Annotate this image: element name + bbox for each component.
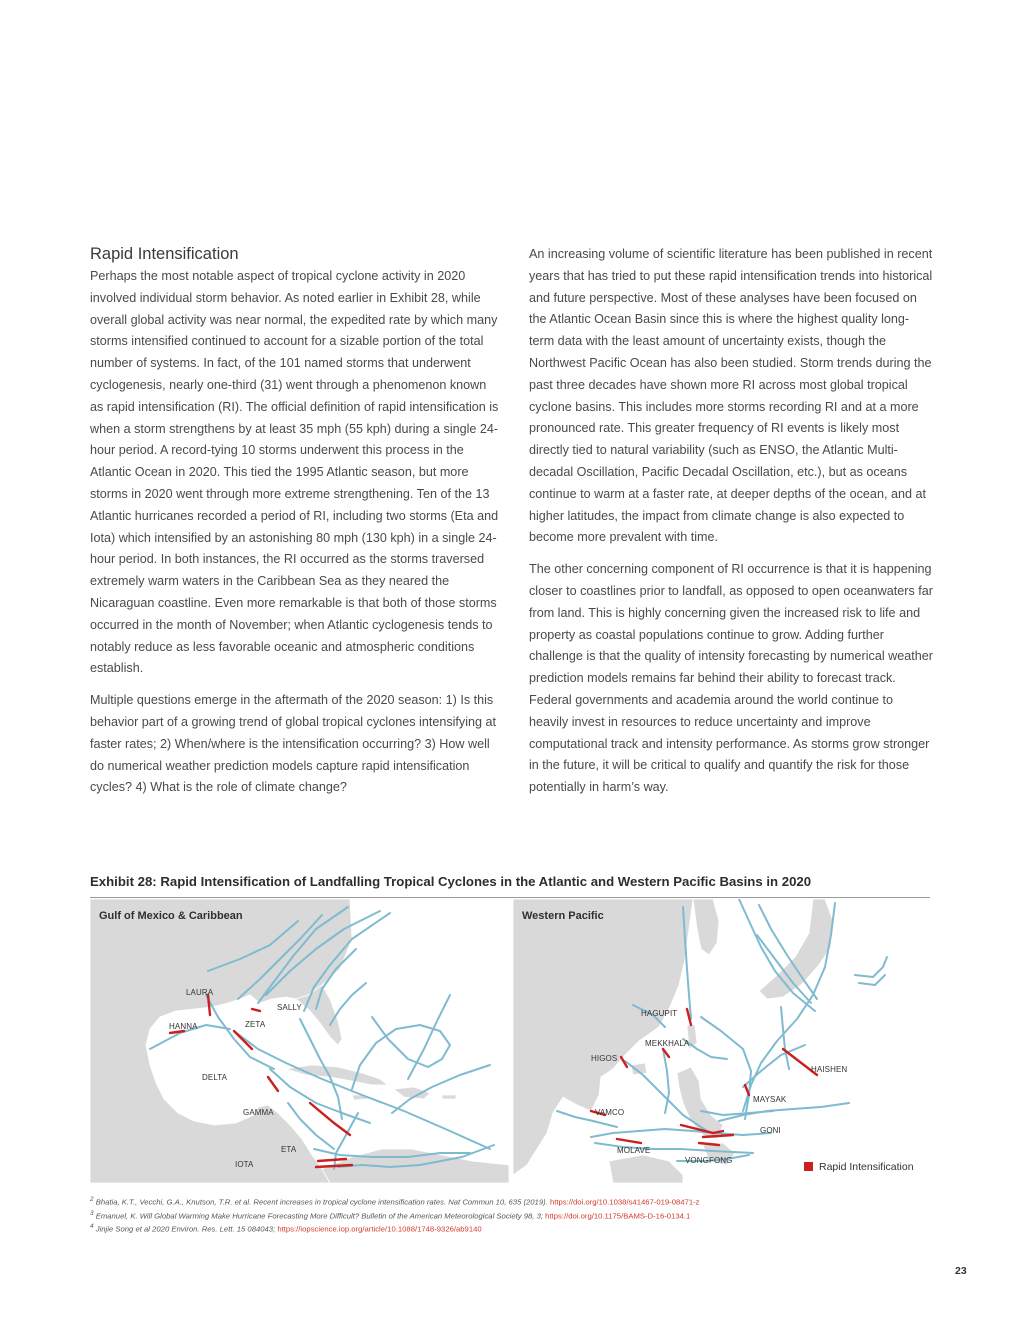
western-pacific-map	[513, 899, 930, 1183]
footnote-link[interactable]: https://iopscience.iop.org/article/10.1088/1748-9326/ab9140	[277, 1224, 482, 1234]
footnote-text: Jinjie Song et al 2020 Environ. Res. Lett. 15 084043;	[95, 1224, 278, 1234]
footnote	[90, 1221, 940, 1235]
storm-label-gamma: GAMMA	[243, 1108, 274, 1117]
japan-land	[759, 899, 833, 999]
philippines-land	[677, 1067, 723, 1139]
paragraph: Perhaps the most notable aspect of tropical cyclone activity in 2020 involved individual storm behavior. As noted earlier in Exhibit 28, while overall global activity was near normal, the expedited rate by which many storms intensified continued to account for a sizable portion of the total number of systems. In fact, of the 101 named storms that underwent cyclogenesis, nearly one-third (31) went through a phenomenon known as rapid intensification (RI). The official definition of rapid intensification is when a storm strengthens by at least 35 mph (55 kph) during a single 24-hour period. A record-tying 10 storms underwent this process in the Atlantic Ocean in 2020. This tied the 1995 Atlantic season, but more storms in 2020 went through more extreme strengthening. Ten of the 13 Atlantic hurricanes recorded a period of RI, including two storms (Eta and Iota) which intensified by an astonishing 80 mph (130 kph) in a single 24-hour period. In both instances, the RI occurred as the storms traversed extremely warm waters in the Caribbean Sea as they neared the Nicaraguan coastline. Even more remarkable is that both of those storms occurred in the month of November; when Atlantic cyclogenesis tends to notably reduce as less favorable oceanic and atmospheric conditions establish.	[90, 269, 499, 676]
footnotes	[90, 1194, 940, 1235]
puerto-rico-land	[442, 1095, 456, 1099]
right-map-title: Western Pacific	[522, 910, 604, 922]
storm-label-hanna: HANNA	[169, 1022, 198, 1031]
left-map-title: Gulf of Mexico & Caribbean	[99, 910, 243, 922]
storm-label-laura: LAURA	[186, 988, 214, 997]
storm-label-goni: GONI	[760, 1126, 781, 1135]
map-legend	[804, 1161, 914, 1173]
footnote-link[interactable]: https://doi.org/10.1175/BAMS-D-16-0134.1	[545, 1211, 691, 1221]
storm-label-higos: HIGOS	[591, 1054, 618, 1063]
footnote-text: Bhatia, K.T., Vecchi, G.A., Knutson, T.R. et al. Recent increases in tropical cyclone intensification rates. Nat Commun 10, 635 (2019).	[95, 1197, 550, 1207]
storm-label-hagupit: HAGUPIT	[641, 1009, 678, 1018]
exhibit-divider	[90, 897, 930, 898]
legend-label: Rapid Intensification	[819, 1161, 914, 1173]
storm-label-mekkhala: MEKKHALA	[645, 1039, 690, 1048]
asia-mainland	[513, 899, 693, 1175]
storm-label-delta: DELTA	[202, 1073, 228, 1082]
paragraph: The other concerning component of RI occurrence is that it is happening closer to coastlines prior to landfall, as opposed to open oceanwaters far from land. This is highly concerning given the increased risk to life and property as coastal populations continue to grow. Adding further challenge is that the quality of intensity forecasting by numerical weather prediction models remains far behind their ability to forecast track. Federal governments and academia around the world continue to heavily invest in resources to reduce uncertainty and improve computational track and intensity performance. As storms grow stronger in the future, it will be critical to qualify and quantify the risk for those potentially in harm’s way.	[529, 562, 933, 795]
gulf-caribbean-map	[90, 899, 509, 1183]
footnote-number: 2	[90, 1196, 94, 1203]
hainan-land	[631, 1063, 647, 1075]
storm-label-maysak: MAYSAK	[753, 1095, 787, 1104]
borneo-land	[609, 1155, 683, 1183]
exhibit-title: Exhibit 28: Rapid Intensification of Landfalling Tropical Cyclones in the Atlantic and Western Pacific Basins in 2020	[90, 874, 812, 889]
korea-land	[693, 899, 719, 955]
paragraph: An increasing volume of scientific literature has been published in recent years that has tried to put these rapid intensification trends into historical and future perspective. Most of these analyses have been focused on the Atlantic Ocean Basin since this is where the highest quality long-term data with the least amount of uncertainty exists, though the Northwest Pacific Ocean has also been studied. Storm trends during the past three decades have shown more RI across most global tropical cyclone basins. This includes more storms recording RI and at a more pronounced rate. This greater frequency of RI events is likely most directly tied to natural variability (such as ENSO, the Atlantic Multi-decadal Oscillation, Pacific Decadal Oscillation, etc.), but as oceans continue to warm at a faster rate, at deeper depths of the ocean, and at higher latitudes, the impact from climate change is also expected to become more prevalent with time.	[529, 247, 933, 545]
footnote	[90, 1194, 940, 1208]
storm-label-vongfong: VONGFONG	[685, 1156, 733, 1165]
storm-label-iota: IOTA	[235, 1160, 254, 1169]
storm-label-sally: SALLY	[277, 1003, 302, 1012]
gulf-caribbean-map-graphic	[90, 899, 509, 1183]
footnote-text: Emanuel, K. Will Global Warming Make Hurricane Forecasting More Difficult? Bulletin of the American Meteorological Society 98, 3;	[95, 1211, 546, 1221]
section-heading: Rapid Intensification	[90, 245, 239, 263]
storm-label-vamco: VAMCO	[595, 1108, 625, 1117]
footnote-link[interactable]: https://doi.org/10.1038/s41467-019-08471-z	[549, 1197, 700, 1207]
storm-label-zeta: ZETA	[245, 1020, 266, 1029]
right-text-column	[529, 244, 933, 809]
storm-label-molave: MOLAVE	[617, 1146, 651, 1155]
western-pacific-map-graphic	[513, 899, 930, 1183]
rapid-intensification-swatch	[804, 1162, 813, 1171]
footnote-number: 4	[90, 1223, 94, 1231]
footnote	[90, 1208, 940, 1222]
cuba-land	[286, 1065, 388, 1085]
storm-label-haishen: HAISHEN	[811, 1065, 848, 1074]
left-text-column	[90, 244, 500, 809]
storm-label-eta: ETA	[281, 1145, 297, 1154]
page-number: 23	[955, 1265, 967, 1277]
footnote-number: 3	[90, 1209, 94, 1217]
north-america-land	[90, 899, 352, 1183]
paragraph: Multiple questions emerge in the aftermath of the 2020 season: 1) Is this behavior part of a growing trend of global tropical cyclones intensifying at faster rates; 2) When/where is the intensification occurring? 3) How well do numerical weather prediction models capture rapid intensification cycles? 4) What is the role of climate change?	[90, 693, 497, 795]
